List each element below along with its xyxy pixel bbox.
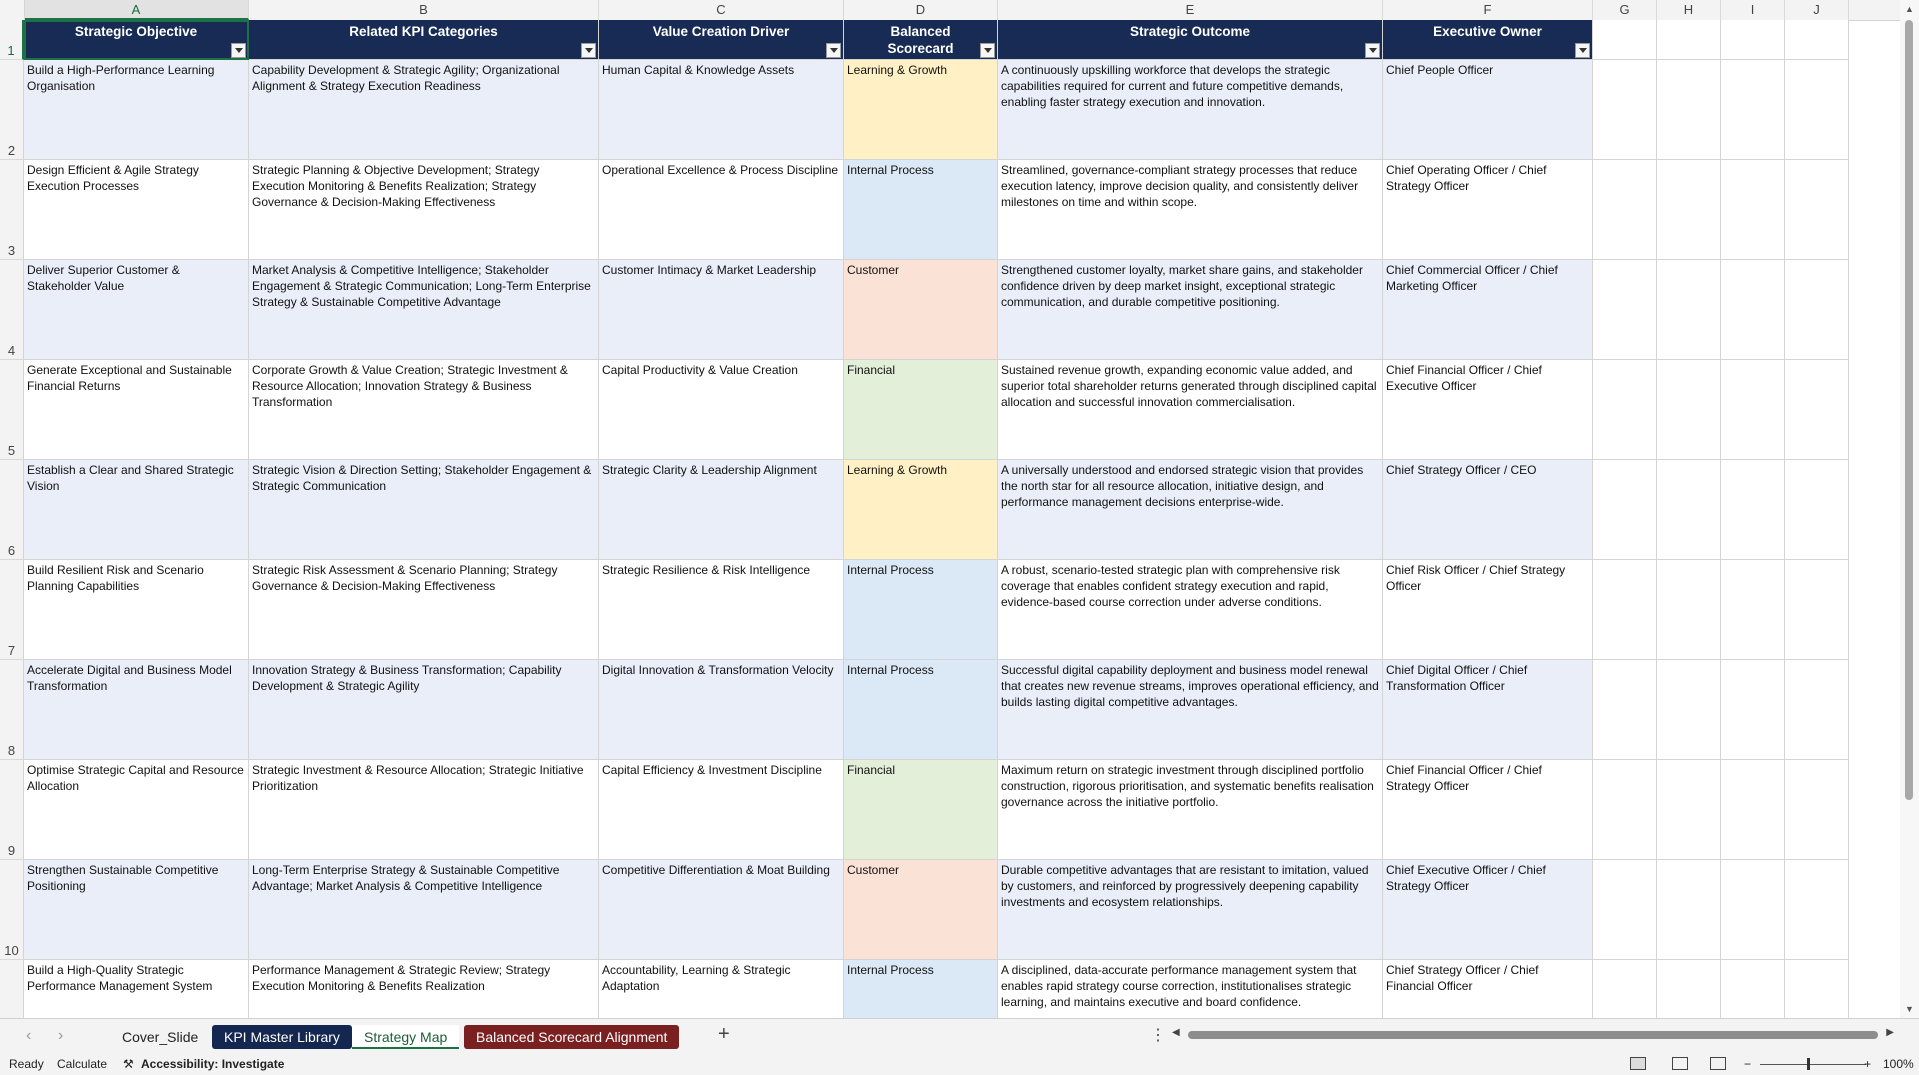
- cell-b[interactable]: Corporate Growth & Value Creation; Strategic Investment & Resource Allocation; Innovation Strategy & Business Transformation: [249, 360, 599, 460]
- filter-dropdown-icon[interactable]: [581, 43, 596, 58]
- empty-cell[interactable]: [1721, 20, 1785, 60]
- row-number: 6: [7, 543, 16, 558]
- cell-b[interactable]: Performance Management & Strategic Review; Strategy Execution Monitoring & Benefits Realization: [249, 960, 599, 1018]
- empty-cell[interactable]: [1721, 860, 1785, 960]
- empty-cell[interactable]: [1785, 60, 1849, 160]
- header-label: Strategic Outcome: [1129, 24, 1251, 39]
- empty-cell[interactable]: [1593, 60, 1657, 160]
- cell-f[interactable]: Chief Financial Officer / Chief Strategy Officer: [1383, 760, 1593, 860]
- row-header[interactable]: [0, 660, 24, 760]
- cell-f[interactable]: Chief Strategy Officer / Chief Financial Officer: [1383, 960, 1593, 1018]
- cell-e[interactable]: A universally understood and endorsed strategic vision that provides the north star for all resource allocation, initiative design, and performance management decisions enterprise-wide.: [998, 460, 1383, 560]
- zoom-in-icon[interactable]: +: [1864, 1057, 1872, 1071]
- column-header-a[interactable]: A: [24, 0, 249, 20]
- vertical-scrollbar[interactable]: [1900, 0, 1919, 1018]
- cell-a[interactable]: Accelerate Digital and Business Model Transformation: [24, 660, 249, 760]
- cell-d[interactable]: Internal Process: [844, 560, 998, 660]
- cell-d[interactable]: Financial: [844, 360, 998, 460]
- cell-f[interactable]: Chief Strategy Officer / CEO: [1383, 460, 1593, 560]
- cell-b[interactable]: Strategic Vision & Direction Setting; Stakeholder Engagement & Strategic Communication: [249, 460, 599, 560]
- row-number: 4: [7, 343, 16, 358]
- empty-cell[interactable]: [1785, 260, 1849, 360]
- filter-dropdown-icon[interactable]: [1365, 43, 1380, 58]
- header-label: Executive Owner: [1433, 24, 1542, 39]
- empty-cell[interactable]: [1785, 960, 1849, 1018]
- column-header-j[interactable]: J: [1785, 0, 1849, 20]
- cell-a[interactable]: Generate Exceptional and Sustainable Financial Returns: [24, 360, 249, 460]
- column-header-e[interactable]: E: [998, 0, 1383, 20]
- header-cell-c[interactable]: [599, 20, 844, 60]
- vertical-scroll-thumb[interactable]: [1905, 20, 1913, 800]
- row-number: 5: [7, 443, 16, 458]
- empty-cell[interactable]: [1721, 60, 1785, 160]
- more-options-icon[interactable]: ⋮: [1150, 1027, 1166, 1044]
- empty-cell[interactable]: [1593, 160, 1657, 260]
- column-header-h[interactable]: H: [1657, 0, 1721, 20]
- status-bar: [0, 1054, 1919, 1075]
- select-all-corner[interactable]: [0, 0, 25, 20]
- cell-d[interactable]: Internal Process: [844, 160, 998, 260]
- tab-kpi-master-library[interactable]: KPI Master Library: [212, 1025, 352, 1049]
- cell-d[interactable]: Internal Process: [844, 960, 998, 1018]
- empty-cell[interactable]: [1657, 760, 1721, 860]
- cell-c[interactable]: Capital Efficiency & Investment Discipline: [599, 760, 844, 860]
- cell-a[interactable]: Strengthen Sustainable Competitive Positioning: [24, 860, 249, 960]
- header-label: Value Creation Driver: [652, 24, 790, 39]
- tab-balanced-scorecard-alignment[interactable]: Balanced Scorecard Alignment: [464, 1025, 679, 1049]
- cell-e[interactable]: Sustained revenue growth, expanding economic value added, and superior total shareholder returns generated through disciplined capital allocation and successful innovation commercialisation.: [998, 360, 1383, 460]
- cell-f[interactable]: Chief Digital Officer / Chief Transformation Officer: [1383, 660, 1593, 760]
- row-header[interactable]: [0, 960, 24, 1018]
- empty-cell[interactable]: [1785, 760, 1849, 860]
- cell-b[interactable]: Strategic Investment & Resource Allocation; Strategic Initiative Prioritization: [249, 760, 599, 860]
- row-header[interactable]: [0, 260, 24, 360]
- cell-c[interactable]: Strategic Clarity & Leadership Alignment: [599, 460, 844, 560]
- header-label: Strategic Objective: [74, 24, 198, 39]
- cell-f[interactable]: Chief Commercial Officer / Chief Marketing Officer: [1383, 260, 1593, 360]
- status-calculate[interactable]: Calculate: [57, 1057, 108, 1071]
- column-header-g[interactable]: G: [1593, 0, 1657, 20]
- cell-c[interactable]: Capital Productivity & Value Creation: [599, 360, 844, 460]
- scroll-down-icon[interactable]: ▼: [1905, 1004, 1914, 1014]
- column-header-bar: [0, 0, 1900, 21]
- tab-cover-slide[interactable]: Cover_Slide: [122, 1029, 199, 1045]
- cell-a[interactable]: Establish a Clear and Shared Strategic Vision: [24, 460, 249, 560]
- row-number: 2: [7, 143, 16, 158]
- cell-d[interactable]: Customer: [844, 860, 998, 960]
- column-header-b[interactable]: B: [249, 0, 599, 20]
- header-cell-d[interactable]: [844, 20, 998, 60]
- column-header-i[interactable]: I: [1721, 0, 1785, 20]
- scroll-left-icon[interactable]: ◀: [1172, 1027, 1180, 1038]
- row-header[interactable]: [0, 460, 24, 560]
- column-header-f[interactable]: F: [1383, 0, 1593, 20]
- tab-strategy-map[interactable]: Strategy Map: [352, 1025, 459, 1049]
- empty-cell[interactable]: [1593, 960, 1657, 1018]
- cell-f[interactable]: Chief Operating Officer / Chief Strategy Officer: [1383, 160, 1593, 260]
- empty-cell[interactable]: [1657, 560, 1721, 660]
- zoom-out-icon[interactable]: −: [1744, 1057, 1752, 1071]
- cell-c[interactable]: Digital Innovation & Transformation Velocity: [599, 660, 844, 760]
- empty-cell[interactable]: [1593, 560, 1657, 660]
- empty-cell[interactable]: [1657, 60, 1721, 160]
- filter-dropdown-icon[interactable]: [1575, 43, 1590, 58]
- zoom-slider[interactable]: [1760, 1064, 1866, 1065]
- prev-sheet-icon[interactable]: ‹: [26, 1027, 32, 1044]
- empty-cell[interactable]: [1593, 760, 1657, 860]
- header-label: Related KPI Categories: [349, 24, 498, 39]
- cell-b[interactable]: Innovation Strategy & Business Transformation; Capability Development & Strategic Agility: [249, 660, 599, 760]
- filter-dropdown-icon[interactable]: [231, 43, 246, 58]
- empty-cell[interactable]: [1721, 760, 1785, 860]
- empty-cell[interactable]: [1593, 260, 1657, 360]
- empty-cell[interactable]: [1593, 660, 1657, 760]
- header-cell-e[interactable]: [998, 20, 1383, 60]
- cell-e[interactable]: Durable competitive advantages that are resistant to imitation, valued by customers, and reinforced by progressively deepening capability investments and ecosystem relationships.: [998, 860, 1383, 960]
- filter-dropdown-icon[interactable]: [826, 43, 841, 58]
- empty-cell[interactable]: [1785, 160, 1849, 260]
- cell-f[interactable]: Chief People Officer: [1383, 60, 1593, 160]
- header-cell-b[interactable]: [249, 20, 599, 60]
- row-number: 7: [7, 643, 16, 658]
- cell-a[interactable]: Build Resilient Risk and Scenario Planning Capabilities: [24, 560, 249, 660]
- cell-c[interactable]: Strategic Resilience & Risk Intelligence: [599, 560, 844, 660]
- cell-c[interactable]: Customer Intimacy & Market Leadership: [599, 260, 844, 360]
- cell-d[interactable]: Internal Process: [844, 660, 998, 760]
- cell-d[interactable]: Learning & Growth: [844, 460, 998, 560]
- accessibility-icon[interactable]: ⚒: [123, 1057, 134, 1071]
- empty-cell[interactable]: [1721, 360, 1785, 460]
- cell-a[interactable]: Optimise Strategic Capital and Resource Allocation: [24, 760, 249, 860]
- cell-f[interactable]: Chief Financial Officer / Chief Executive Officer: [1383, 360, 1593, 460]
- zoom-level[interactable]: 100%: [1883, 1057, 1914, 1071]
- cell-c[interactable]: Operational Excellence & Process Discipline: [599, 160, 844, 260]
- row-header[interactable]: [0, 760, 24, 860]
- cell-e[interactable]: Maximum return on strategic investment through disciplined portfolio construction, rigorous prioritisation, and systematic benefits realisation governance across the initiative portfolio.: [998, 760, 1383, 860]
- empty-cell[interactable]: [1657, 960, 1721, 1018]
- empty-cell[interactable]: [1593, 360, 1657, 460]
- empty-cell[interactable]: [1721, 160, 1785, 260]
- horizontal-scroll-thumb[interactable]: [1188, 1031, 1878, 1039]
- empty-cell[interactable]: [1657, 360, 1721, 460]
- empty-cell[interactable]: [1785, 20, 1849, 60]
- row-header[interactable]: [0, 60, 24, 160]
- cell-e[interactable]: Successful digital capability deployment and business model renewal that creates new revenue streams, improves operational efficiency, and builds lasting digital competitive advantages.: [998, 660, 1383, 760]
- empty-cell[interactable]: [1721, 560, 1785, 660]
- cell-d[interactable]: Customer: [844, 260, 998, 360]
- cell-a[interactable]: Build a High-Performance Learning Organisation: [24, 60, 249, 160]
- cell-f[interactable]: Chief Risk Officer / Chief Strategy Officer: [1383, 560, 1593, 660]
- cell-d[interactable]: Learning & Growth: [844, 60, 998, 160]
- status-ready: Ready: [9, 1057, 44, 1071]
- empty-cell[interactable]: [1593, 460, 1657, 560]
- status-accessibility[interactable]: Accessibility: Investigate: [141, 1057, 285, 1071]
- scroll-right-icon[interactable]: ▶: [1886, 1027, 1894, 1038]
- empty-cell[interactable]: [1785, 860, 1849, 960]
- empty-cell[interactable]: [1785, 460, 1849, 560]
- empty-cell[interactable]: [1657, 660, 1721, 760]
- empty-cell[interactable]: [1721, 260, 1785, 360]
- cell-d[interactable]: Financial: [844, 760, 998, 860]
- empty-cell[interactable]: [1785, 560, 1849, 660]
- column-header-c[interactable]: C: [599, 0, 844, 20]
- empty-cell[interactable]: [1721, 660, 1785, 760]
- filter-dropdown-icon[interactable]: [980, 43, 995, 58]
- cell-e[interactable]: Streamlined, governance-compliant strategy processes that reduce execution latency, improve decision quality, and consistently deliver milestones on time and within scope.: [998, 160, 1383, 260]
- cell-e[interactable]: A disciplined, data-accurate performance management system that enables rapid strategy course correction, institutionalises strategic learning, and maintains executive and board confidence.: [998, 960, 1383, 1018]
- cell-a[interactable]: Deliver Superior Customer & Stakeholder Value: [24, 260, 249, 360]
- header-cell-f[interactable]: [1383, 20, 1593, 60]
- cell-e[interactable]: Strengthened customer loyalty, market share gains, and stakeholder confidence driven by deep market insight, exceptional strategic communication, and durable competitive positioning.: [998, 260, 1383, 360]
- cell-a[interactable]: Build a High-Quality Strategic Performance Management System: [24, 960, 249, 1018]
- empty-cell[interactable]: [1657, 260, 1721, 360]
- horizontal-scrollbar[interactable]: [1172, 1027, 1894, 1043]
- cell-b[interactable]: Market Analysis & Competitive Intelligence; Stakeholder Engagement & Strategic Communication; Long-Term Enterprise Strategy & Sustainable Competitive Advantage: [249, 260, 599, 360]
- empty-cell[interactable]: [1657, 20, 1721, 60]
- empty-cell[interactable]: [1721, 960, 1785, 1018]
- empty-cell[interactable]: [1785, 360, 1849, 460]
- cell-a[interactable]: Design Efficient & Agile Strategy Execution Processes: [24, 160, 249, 260]
- row-header[interactable]: [0, 160, 24, 260]
- row-header[interactable]: [0, 860, 24, 960]
- empty-cell[interactable]: [1593, 20, 1657, 60]
- cell-f[interactable]: Chief Executive Officer / Chief Strategy Officer: [1383, 860, 1593, 960]
- cell-c[interactable]: Competitive Differentiation & Moat Building: [599, 860, 844, 960]
- cell-c[interactable]: Accountability, Learning & Strategic Adaptation: [599, 960, 844, 1018]
- row-header[interactable]: [0, 20, 24, 60]
- cell-e[interactable]: A robust, scenario-tested strategic plan with comprehensive risk coverage that enables confident strategy execution and rapid, evidence-based course correction under adverse conditions.: [998, 560, 1383, 660]
- row-number: 9: [7, 843, 16, 858]
- add-sheet-icon[interactable]: +: [718, 1023, 730, 1045]
- empty-cell[interactable]: [1721, 460, 1785, 560]
- empty-cell[interactable]: [1657, 460, 1721, 560]
- header-cell-a[interactable]: [24, 20, 249, 60]
- empty-cell[interactable]: [1593, 860, 1657, 960]
- row-number: 10: [4, 943, 19, 958]
- cell-b[interactable]: Capability Development & Strategic Agility; Organizational Alignment & Strategy Execution Readiness: [249, 60, 599, 160]
- zoom-slider-knob[interactable]: [1807, 1058, 1810, 1070]
- row-number: 1: [7, 43, 15, 58]
- row-header[interactable]: [0, 360, 24, 460]
- cell-b[interactable]: Strategic Risk Assessment & Scenario Planning; Strategy Governance & Decision-Making Effectiveness: [249, 560, 599, 660]
- row-number: 8: [7, 743, 16, 758]
- row-number: 3: [7, 243, 16, 258]
- row-header[interactable]: [0, 560, 24, 660]
- empty-cell[interactable]: [1657, 160, 1721, 260]
- column-header-d[interactable]: D: [844, 0, 998, 20]
- empty-cell[interactable]: [1785, 660, 1849, 760]
- cell-e[interactable]: A continuously upskilling workforce that develops the strategic capabilities required for current and future competitive demands, enabling faster strategy execution and innovation.: [998, 60, 1383, 160]
- cell-c[interactable]: Human Capital & Knowledge Assets: [599, 60, 844, 160]
- page-break-preview-icon[interactable]: [1710, 1057, 1726, 1070]
- next-sheet-icon[interactable]: ›: [58, 1027, 64, 1044]
- scroll-up-icon[interactable]: ▲: [1905, 4, 1914, 14]
- cell-b[interactable]: Strategic Planning & Objective Development; Strategy Execution Monitoring & Benefits Realization; Strategy Governance & Decision-Making Effectiveness: [249, 160, 599, 260]
- normal-view-icon[interactable]: [1630, 1057, 1646, 1070]
- cell-b[interactable]: Long-Term Enterprise Strategy & Sustainable Competitive Advantage; Market Analysis & Competitive Intelligence: [249, 860, 599, 960]
- sheet-tab-bar: [0, 1018, 1919, 1054]
- page-layout-icon[interactable]: [1672, 1057, 1688, 1070]
- header-label: Balanced Scorecard: [887, 24, 954, 56]
- empty-cell[interactable]: [1657, 860, 1721, 960]
